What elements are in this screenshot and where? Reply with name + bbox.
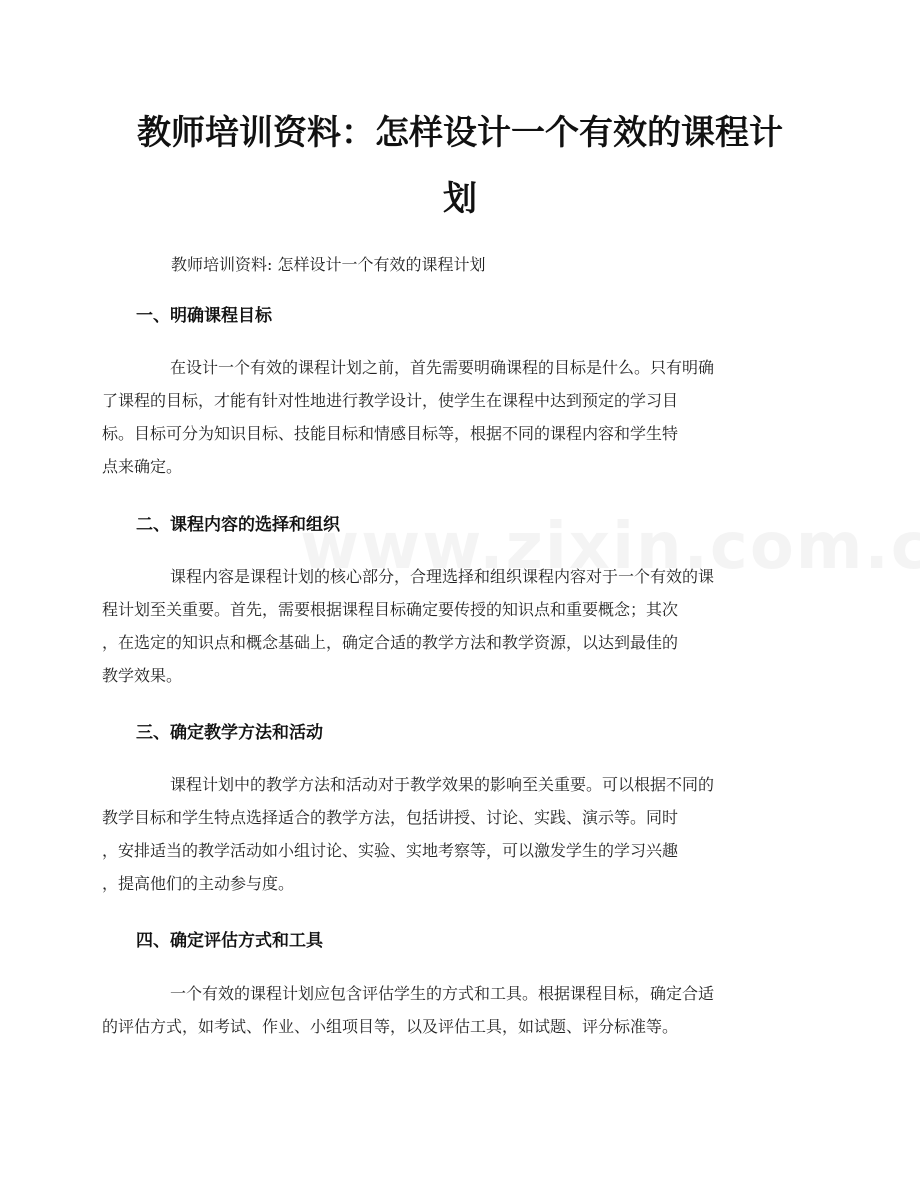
- paragraph-line: 的评估方式，如考试、作业、小组项目等，以及评估工具，如试题、评分标准等。: [102, 1017, 679, 1036]
- section-heading-1: 一、明确课程目标: [136, 306, 272, 326]
- paragraph-line: 在设计一个有效的课程计划之前，首先需要明确课程的目标是什么。只有明确: [170, 358, 715, 377]
- paragraph-line: 课程计划中的教学方法和活动对于教学效果的影响至关重要。可以根据不同的: [170, 775, 715, 794]
- paragraph-line: 教学目标和学生特点选择适合的教学方法，包括讲授、讨论、实践、演示等。同时: [102, 808, 679, 827]
- section-paragraph-1: [102, 351, 786, 483]
- document-title: 教师培训资料：怎样设计一个有效的课程计划: [137, 113, 783, 219]
- paragraph-line: ，在选定的知识点和概念基础上，确定合适的教学方法和教学资源，以达到最佳的: [102, 633, 679, 652]
- paragraph-line: 点来确定。: [102, 457, 183, 476]
- paragraph-line: 课程内容是课程计划的核心部分，合理选择和组织课程内容对于一个有效的课: [170, 567, 715, 586]
- section-heading-3: 三、确定教学方法和活动: [136, 723, 323, 743]
- document-subtitle: 教师培训资料: 怎样设计一个有效的课程计划: [171, 255, 486, 274]
- section-heading-4: 四、确定评估方式和工具: [136, 931, 323, 951]
- paragraph-line: 教学效果。: [102, 666, 183, 685]
- section-heading-2: 二、课程内容的选择和组织: [136, 515, 340, 535]
- paragraph-line: 标。目标可分为知识目标、技能目标和情感目标等，根据不同的课程内容和学生特: [102, 424, 679, 443]
- paragraph-line: ，安排适当的教学活动如小组讨论、实验、实地考察等，可以激发学生的学习兴趣: [102, 841, 679, 860]
- section-paragraph-3: [102, 768, 786, 900]
- section-paragraph-2: [102, 560, 786, 692]
- paragraph-line: ，提高他们的主动参与度。: [102, 874, 295, 893]
- paragraph-line: 了课程的目标，才能有针对性地进行教学设计，使学生在课程中达到预定的学习目: [102, 391, 679, 410]
- paragraph-line: 一个有效的课程计划应包含评估学生的方式和工具。根据课程目标，确定合适: [170, 984, 715, 1003]
- section-paragraph-4: [102, 977, 786, 1043]
- paragraph-line: 程计划至关重要。首先，需要根据课程目标确定要传授的知识点和重要概念；其次: [102, 600, 679, 619]
